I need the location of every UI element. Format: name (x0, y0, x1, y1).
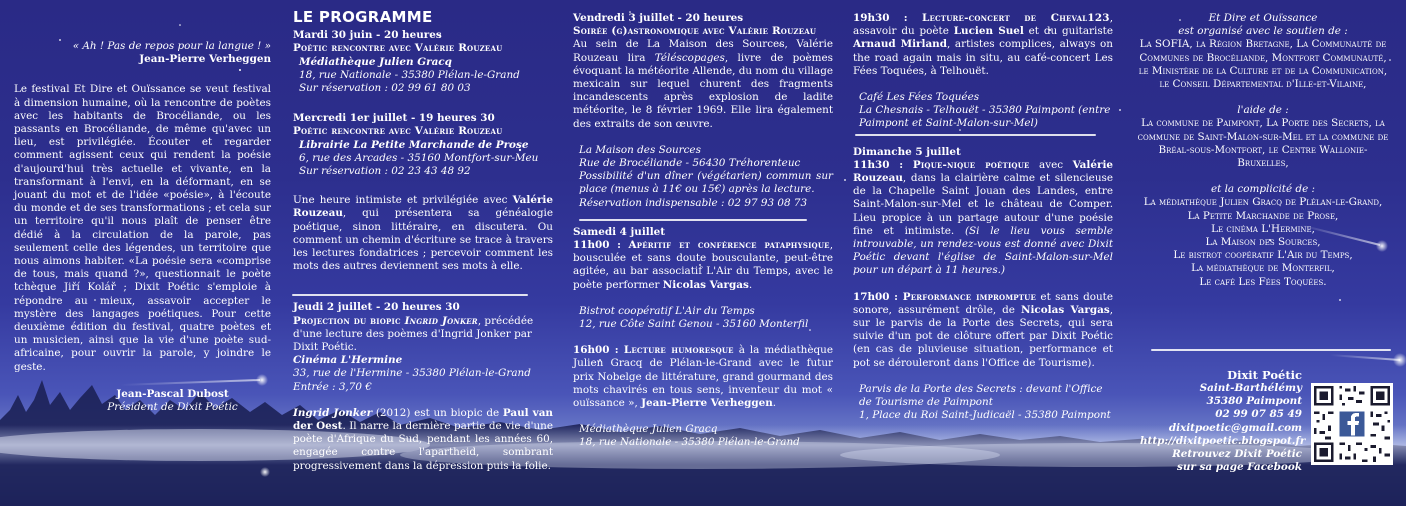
event-address: 1, Place du Roi Saint-Judicaël - 35380 Paimpont (859, 409, 1111, 422)
programme-column-3 (853, 0, 1113, 422)
event-address: Rue de Brocéliande - 56430 Tréhorenteuc (579, 157, 801, 170)
event-address: 33, rue de l'Hermine - 35380 Plélan-le-Grand (293, 367, 531, 380)
contact-phone: 02 99 07 85 49 (1215, 408, 1302, 421)
event-description: Une heure intimiste et privilégiée avec Valérie Rouzeau, qui présentera sa généalogie poétique, sinon littéraire, en discutera. Ou comment un chemin d'écriture se trace à travers les lectures fondatrices ; percevoir comment les mots des autres deviennent ses mots à elle. (293, 194, 553, 273)
contact-website[interactable]: http://dixitpoetic.blogspot.fr (1140, 434, 1306, 447)
organizer-subtitle: est organisé avec le soutien de : (1178, 25, 1348, 38)
event-address: 18, rue Nationale - 35380 Plélan-le-Grand (579, 436, 800, 449)
event-place: Parvis de la Porte des Secrets : devant l'Office de Tourisme de Paimpont (859, 382, 1103, 409)
aide-list: La commune de Paimpont, La Porte des Secrets, la commune de Saint-Malon-sur-Mel et la commune de Bréal-sous-Montfort, le Centre Wallonie-Bruxelles, (1137, 117, 1389, 170)
complicite-title: et la complicité de : (1210, 183, 1316, 196)
contact-name: Dixit Poétic (1227, 368, 1302, 382)
contact-street: Saint-Barthélémy (1199, 382, 1302, 394)
event-address: 6, rue des Arcades - 35160 Montfort-sur-Meu (299, 151, 539, 164)
event-dinner: Possibilité d'un dîner (végétarien) commun sur place (menus à 11€ ou 15€) après la lecture. (579, 170, 833, 196)
contact-block (1140, 368, 1306, 474)
signature-role: Président de Dixit Poétic (107, 401, 238, 414)
facebook-qr-code-icon[interactable] (1311, 383, 1393, 465)
event-address: 18, rue Nationale - 35380 Plélan-le-Grand (299, 68, 520, 81)
list-item: Le café Les Fées Toquées. (1199, 275, 1327, 288)
aide-title: l'aide de : (1237, 104, 1289, 117)
event-description: Ingrid Jonker (2012) est un biopic de Paul van der Oest. Il narre la dernière partie de vie d'une poète d'Afrique du Sud, pendant les années 60, engagée contre l'apartheid, sombrant progressivement dans la dépression puis la folie. (293, 406, 553, 472)
event-place: Librairie La Petite Marchande de Prose (299, 138, 529, 151)
contact-email[interactable]: dixitpoetic@gmail.com (1168, 421, 1302, 434)
event-place: Médiathèque Julien Gracq (579, 423, 718, 436)
epigraph-quote: « Ah ! Pas de repos pour la langue ! » (72, 40, 271, 52)
intro-column (14, 0, 271, 414)
complicite-list (1133, 196, 1393, 288)
list-item: La médiathèque de Monterfil, (1191, 262, 1335, 275)
event-reservation: Sur réservation : 02 99 61 80 03 (299, 82, 471, 95)
event-description: Au sein de La Maison des Sources, Valérie Rouzeau lira Téléscopages, livre de poèmes évoquant la météorite Allende, du nom du village mexicain sur lequel churent des fragments incandescents après explosion de ladite météorite, le 8 février 1969. Elle lira également des extraits de son œuvre. (573, 38, 833, 130)
event-description: 17h00 : Performance impromptue et sans doute sonore, assurément drôle, de Nicolas Vargas, sur le parvis de la Porte des Secrets, qui sera suivie d'un pot de clôture offert par Dixit Poétic (en cas de pluvieuse situation, performance et pot se dérouleront dans l'Office de Tourisme). (853, 290, 1113, 369)
contact-facebook-line2: sur sa page Facebook (1177, 461, 1302, 474)
event-date: Mardi 30 juin - 20 heures (293, 29, 442, 42)
event-place: Café Les Fées Toquées (859, 91, 980, 104)
epigraph-author: Jean-Pierre Verheggen (139, 53, 271, 66)
programme-title: LE PROGRAMME (293, 8, 433, 26)
event-date: Vendredi 3 juillet - 20 heures (573, 12, 744, 24)
signature-name: Jean-Pascal Dubost (116, 387, 229, 400)
programme-column-2 (573, 0, 833, 450)
event-address: La Chesnais - Telhouët - 35380 Paimpont (entre Paimpont et Saint-Malon-sur-Mel) (859, 104, 1111, 130)
event-title: Poétic rencontre avec Valérie Rouzeau (293, 125, 503, 138)
event-place: Bistrot coopératif L'Air du Temps (579, 304, 755, 317)
list-item: La Petite Marchande de Prose, (1187, 209, 1339, 222)
event-description: 11h00 : Apéritif et conférence pataphysique, bousculée et sans doute bousculante, peut-être agitée, au bar associatif L'Air du Temps, avec le poète performer Nicolas Vargas. (573, 239, 833, 291)
credits-column (1133, 0, 1393, 289)
contact-city: 35380 Paimpont (1206, 395, 1302, 408)
event-title: Projection du biopic Ingrid Jonker, précédée d'une lecture des poèmes d'Ingrid Jonker par Dixit Poétic. (293, 314, 534, 354)
event-title: Poétic rencontre avec Valérie Rouzeau (293, 42, 503, 55)
sponsors-list: La SOFIA, la Région Bretagne, La Communauté de Communes de Brocéliande, Montfort Communauté, le Ministère de la Culture et de la Communication, le Conseil Départemental d'Ille-et-Vilaine, (1138, 38, 1388, 91)
list-item: La médiathèque Julien Gracq de Plélan-le-Grand, (1143, 196, 1383, 209)
event-place: Cinéma L'Hermine (293, 354, 403, 367)
list-item: Le cinéma L'Hermine, (1211, 222, 1315, 235)
event-description: 11h30 : Pique-nique poétique avec Valérie Rouzeau, dans la clairière calme et silencieuse de la Chapelle Saint Jouan des Landes, entre Saint-Malon-sur-Mel et le château de Comper. Lieu propice à un partage autour d'une poésie fine et intimiste. (Si le lieu vous semble introuvable, un rendez-vous est donné avec Dixit Poétic devant l'église de Saint-Malon-sur-Mel pour un départ à 11 heures.) (853, 158, 1114, 277)
event-description: 19h30 : Lecture-concert de Cheval123, assavoir du poète Lucien Suel et du guitariste Arnaud Mirland, artistes complices, always on the road again mais in situ, au café-concert Les Fées Toquées, à Telhouët. (853, 12, 1113, 77)
event-title: Soirée (g)astronomique avec Valérie Rouzeau (573, 25, 817, 38)
list-item: La Maison des Sources, (1205, 236, 1321, 249)
contact-facebook-line1: Retrouvez Dixit Poétic (1172, 448, 1302, 461)
event-reservation: Réservation indispensable : 02 97 93 08 73 (579, 196, 808, 209)
event-date: Dimanche 5 juillet (853, 145, 961, 158)
event-date: Jeudi 2 juillet - 20 heures 30 (293, 301, 460, 314)
event-description: 16h00 : Lecture humoresque à la médiathèque Julien Gracq de Plélan-le-Grand avec le futur prix Nobelge de littérature, grand gourmand des mots chavirés en tous sens, inventeur du mot « ouïssance », Jean-Pierre Verheggen. (573, 344, 833, 410)
list-item: Le bistrot coopératif L'Air du Temps, (1173, 249, 1353, 262)
event-address: 12, rue Côte Saint Genou - 35160 Monterfil (579, 318, 809, 331)
organizer-title: Et Dire et Ouïssance (1208, 12, 1318, 24)
event-reservation: Sur réservation : 02 23 43 48 92 (299, 165, 471, 178)
event-price: Entrée : 3,70 € (293, 380, 372, 393)
event-date: Mercredi 1er juillet - 19 heures 30 (293, 112, 495, 125)
intro-text: Le festival Et Dire et Ouïssance se veut festival à dimension humaine, où la rencontre de poètes avec les habitants de Brocéliande, ou les passants en Brocéliande, de même qu'avec un lieu, est privilégiée. Écouter et regarder comment agissent ceux qui rendent la poésie d'aujourd'hui très actuelle et vivante, en la transformant à l'envi, en la déformant, en se jouant du mot et de l'idée «poésie», à l'écoute du monde et de ses transformations ; et cela sur un territoire qu'il nous plaît de penser être dédié à la circulation de la parole, pas seulement celle des légendes, un territoire que nous aimons habiter. «La poésie sera «comprise de tous, mais quand ?», questionnait le poète tchèque Jiří Kolář ; Dixit Poétic s'emploie à répondre au mieux, assavoir accepter le mystère des langages poétiques. Pour cette deuxième édition du festival, quatre poètes et un musicien, ainsi que la vie d'une poète sud-africaine, pour ouvrir la parole, y joindre le geste. (14, 83, 271, 373)
event-place: La Maison des Sources (579, 143, 701, 156)
programme-column-1 (293, 0, 553, 473)
event-date: Samedi 4 juillet (573, 225, 666, 238)
event-place: Médiathèque Julien Gracq (299, 55, 452, 68)
